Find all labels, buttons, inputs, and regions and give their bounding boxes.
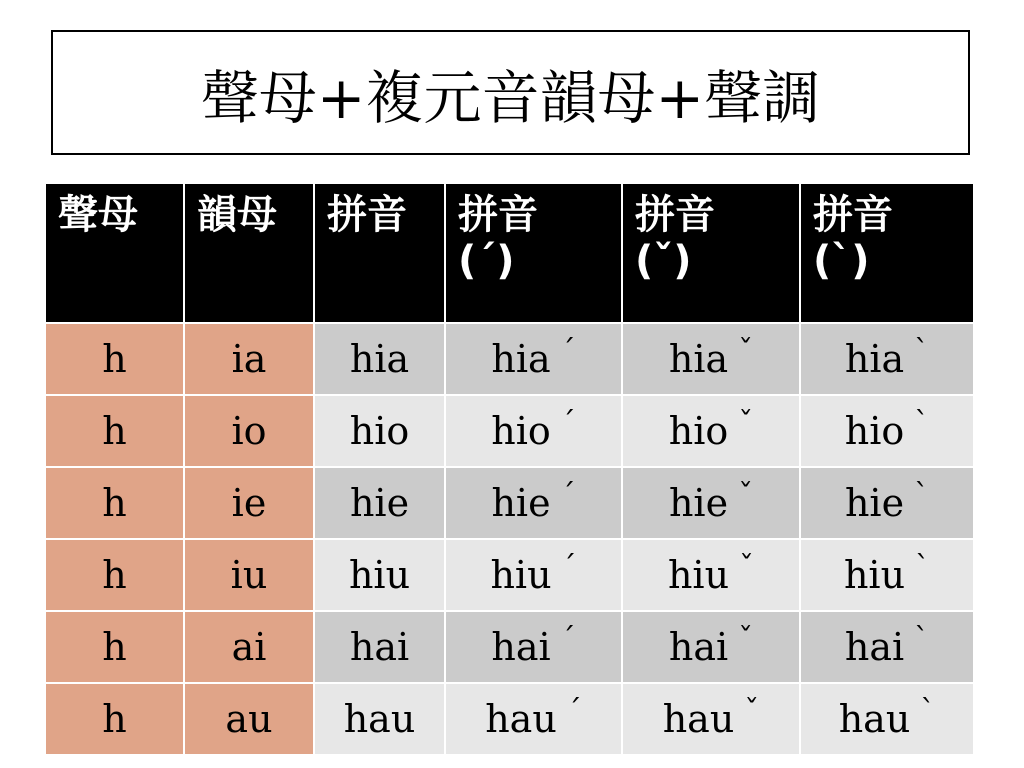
header-tone-label: (ˊ) xyxy=(458,238,515,284)
pinyin-tone-cell xyxy=(622,467,800,539)
initial-cell xyxy=(45,467,184,539)
initial-cell xyxy=(45,323,184,395)
tone-mark: ˋ xyxy=(920,694,936,729)
header-initial: 聲母 xyxy=(45,183,184,323)
initial-text: h xyxy=(102,409,127,453)
final-text: ia xyxy=(231,337,267,381)
pinyin-text: hau xyxy=(838,697,911,741)
pinyin-text: hau xyxy=(343,697,416,741)
tone-mark: ˇ xyxy=(739,550,755,585)
pinyin-text: hie xyxy=(349,481,410,525)
initial-cell xyxy=(45,611,184,683)
final-text: iu xyxy=(230,553,268,597)
header-pinyin: 拼音 xyxy=(314,183,445,323)
pinyin-tone-cell xyxy=(800,323,974,395)
table-row xyxy=(45,539,974,611)
pinyin-tone-cell xyxy=(800,683,974,755)
tone-mark: ˇ xyxy=(744,694,760,729)
header-pinyin-tone3: 拼音 (ˇ) xyxy=(622,183,800,323)
pinyin-text: hie xyxy=(668,481,729,525)
tone-mark: ˇ xyxy=(738,406,754,441)
tone-mark: ˊ xyxy=(560,406,576,441)
pinyin-tone-cell xyxy=(622,395,800,467)
final-cell xyxy=(184,395,314,467)
pinyin-text: hia xyxy=(844,337,905,381)
pinyin-text: hau xyxy=(485,697,557,741)
pinyin-text: hio xyxy=(844,409,905,453)
header-final: 韻母 xyxy=(184,183,314,323)
pinyin-tone-cell xyxy=(445,683,622,755)
phonetics-table xyxy=(44,182,975,756)
tone-mark: ˋ xyxy=(914,478,930,513)
pinyin-text: hiu xyxy=(843,553,906,597)
final-text: ai xyxy=(231,625,267,669)
pinyin-cell xyxy=(314,395,445,467)
pinyin-text: hau xyxy=(662,697,735,741)
slide-title-text: 聲母+複元音韻母+聲調 xyxy=(200,63,821,132)
slide-title xyxy=(51,30,970,155)
header-row xyxy=(45,183,974,323)
pinyin-tone-cell xyxy=(622,611,800,683)
table-row xyxy=(45,683,974,755)
pinyin-text: hia xyxy=(668,337,729,381)
pinyin-tone-cell xyxy=(800,395,974,467)
initial-cell xyxy=(45,539,184,611)
final-text: au xyxy=(225,697,273,741)
pinyin-text: hio xyxy=(349,409,410,453)
pinyin-tone-cell xyxy=(445,323,622,395)
pinyin-cell xyxy=(314,467,445,539)
pinyin-tone-cell xyxy=(445,611,622,683)
pinyin-text: hai xyxy=(844,625,905,669)
header-tone-label: (ˇ) xyxy=(635,238,692,284)
pinyin-text: hiu xyxy=(348,553,411,597)
tone-mark: ˋ xyxy=(914,334,930,369)
pinyin-cell xyxy=(314,683,445,755)
initial-text: h xyxy=(102,697,127,741)
pinyin-text: hia xyxy=(349,337,410,381)
pinyin-cell xyxy=(314,611,445,683)
final-text: ie xyxy=(231,481,267,525)
pinyin-tone-cell xyxy=(445,395,622,467)
pinyin-text: hiu xyxy=(490,553,552,597)
pinyin-tone-cell xyxy=(445,539,622,611)
table-row xyxy=(45,467,974,539)
pinyin-text: hai xyxy=(491,625,551,669)
final-text: io xyxy=(231,409,267,453)
pinyin-tone-cell xyxy=(622,683,800,755)
initial-text: h xyxy=(102,481,127,525)
pinyin-tone-cell xyxy=(622,323,800,395)
pinyin-tone-cell xyxy=(800,539,974,611)
pinyin-tone-cell xyxy=(800,611,974,683)
tone-mark: ˇ xyxy=(738,334,754,369)
pinyin-text: hio xyxy=(668,409,729,453)
final-cell xyxy=(184,467,314,539)
final-cell xyxy=(184,539,314,611)
header-pinyin-tone2: 拼音 (ˊ) xyxy=(445,183,622,323)
table-row xyxy=(45,611,974,683)
tone-mark: ˋ xyxy=(915,550,931,585)
final-cell xyxy=(184,611,314,683)
pinyin-text: hai xyxy=(349,625,410,669)
initial-text: h xyxy=(102,553,127,597)
pinyin-text: hia xyxy=(491,337,551,381)
tone-mark: ˋ xyxy=(914,622,930,657)
initial-cell xyxy=(45,683,184,755)
table-row xyxy=(45,323,974,395)
pinyin-tone-cell xyxy=(445,467,622,539)
tone-mark: ˇ xyxy=(738,622,754,657)
tone-mark: ˊ xyxy=(566,694,582,729)
pinyin-text: hie xyxy=(844,481,905,525)
pinyin-cell xyxy=(314,323,445,395)
pinyin-text: hiu xyxy=(667,553,730,597)
tone-mark: ˇ xyxy=(738,478,754,513)
tone-mark: ˋ xyxy=(914,406,930,441)
tone-mark: ˊ xyxy=(560,622,576,657)
initial-text: h xyxy=(102,625,127,669)
tone-mark: ˊ xyxy=(560,478,576,513)
tone-mark: ˊ xyxy=(560,334,576,369)
pinyin-text: hie xyxy=(491,481,551,525)
pinyin-cell xyxy=(314,539,445,611)
pinyin-tone-cell xyxy=(622,539,800,611)
final-cell xyxy=(184,323,314,395)
header-pinyin-tone4: 拼音 (ˋ) xyxy=(800,183,974,323)
initial-cell xyxy=(45,395,184,467)
pinyin-text: hai xyxy=(668,625,729,669)
header-tone-label: (ˋ) xyxy=(813,238,870,284)
initial-text: h xyxy=(102,337,127,381)
table-row xyxy=(45,395,974,467)
tone-mark: ˊ xyxy=(561,550,577,585)
pinyin-text: hio xyxy=(491,409,551,453)
final-cell xyxy=(184,683,314,755)
pinyin-tone-cell xyxy=(800,467,974,539)
